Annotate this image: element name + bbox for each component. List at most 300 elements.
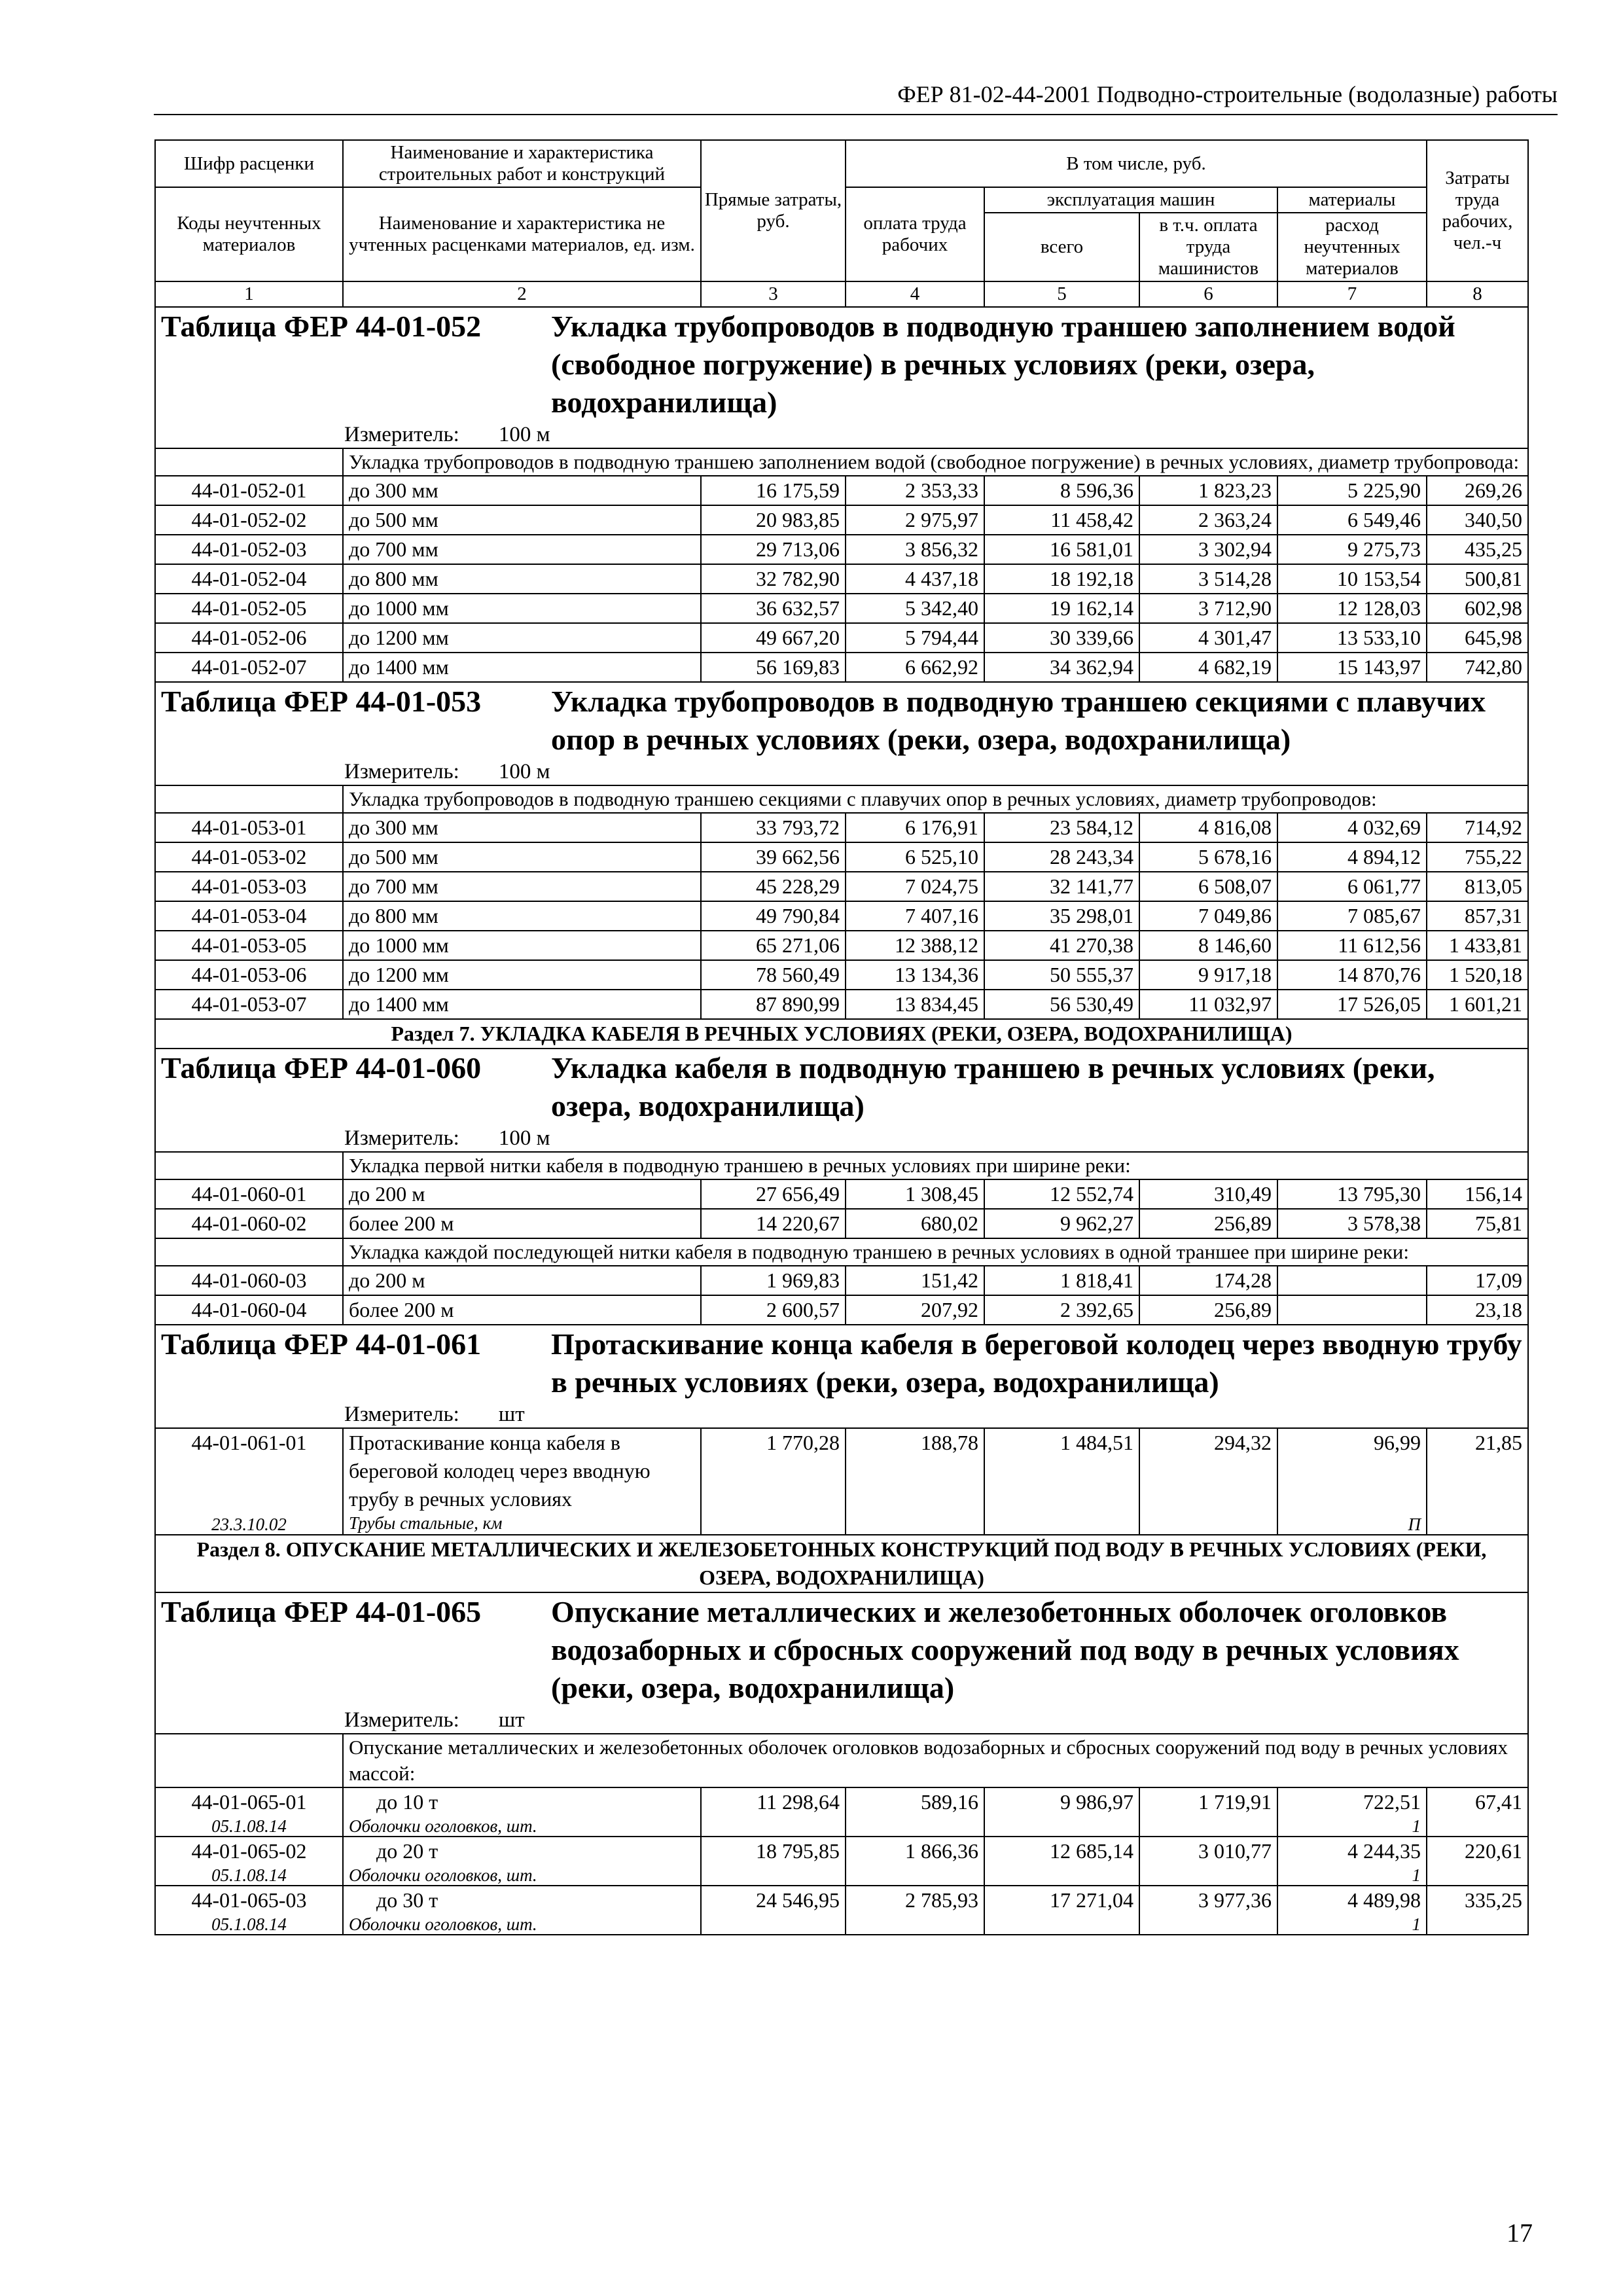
value-cell: 9 962,27 bbox=[984, 1209, 1139, 1238]
table-label: Таблица ФЕР 44-01-052 bbox=[161, 310, 482, 343]
table-row bbox=[155, 1428, 1528, 1535]
rate-code: 44-01-060-03 bbox=[155, 1266, 343, 1295]
value-cell: 2 600,57 bbox=[701, 1295, 846, 1325]
rate-name: до 1200 мм bbox=[343, 960, 701, 990]
value-cell: 2 392,65 bbox=[984, 1295, 1139, 1325]
table-title: Укладка кабеля в подводную траншею в речных условиях (реки, озера, водохранилища) bbox=[551, 1051, 1435, 1122]
value-cell: 256,89 bbox=[1139, 1295, 1277, 1325]
value-cell: 1 969,83 bbox=[701, 1266, 846, 1295]
value-cell: 32 782,90 bbox=[701, 564, 846, 594]
table-title-cell bbox=[155, 682, 1528, 785]
value-cell: 39 662,56 bbox=[701, 842, 846, 872]
value-cell bbox=[984, 1787, 1139, 1837]
table-heading bbox=[161, 683, 1522, 759]
value-cell: 20 983,85 bbox=[701, 505, 846, 535]
value-cell: 5 678,16 bbox=[1139, 842, 1277, 872]
value-cell: 45 228,29 bbox=[701, 872, 846, 901]
value: 24 546,95 bbox=[756, 1888, 840, 1912]
empty-cell bbox=[155, 448, 343, 476]
column-number: 6 bbox=[1139, 281, 1277, 307]
rate-code: 44-01-065-03 bbox=[191, 1888, 307, 1912]
value-cell: 857,31 bbox=[1427, 901, 1528, 931]
value-cell: 1 520,18 bbox=[1427, 960, 1528, 990]
value-cell: 4 437,18 bbox=[846, 564, 984, 594]
table-header bbox=[155, 140, 1528, 307]
value-cell: 1 818,41 bbox=[984, 1266, 1139, 1295]
group-description: Укладка трубопроводов в подводную траншею секциями с плавучих опор в речных условиях, диаметр трубопроводов: bbox=[343, 785, 1528, 813]
rate-code: 44-01-052-01 bbox=[155, 476, 343, 505]
value-cell bbox=[1277, 1837, 1427, 1886]
header-machines-total: всего bbox=[984, 213, 1139, 281]
value-cell bbox=[984, 1886, 1139, 1935]
rate-name: до 500 мм bbox=[343, 505, 701, 535]
value-cell: 6 525,10 bbox=[846, 842, 984, 872]
group-description-row bbox=[155, 448, 1528, 476]
header-machines: эксплуатация машин bbox=[984, 187, 1277, 213]
header-materials: материалы bbox=[1277, 187, 1427, 213]
rate-name: до 1400 мм bbox=[343, 653, 701, 682]
value-cell: 56 530,49 bbox=[984, 990, 1139, 1019]
value-cell bbox=[1139, 1837, 1277, 1886]
value-cell: 4 301,47 bbox=[1139, 623, 1277, 653]
rate-code: 44-01-052-07 bbox=[155, 653, 343, 682]
rate-name: до 700 мм bbox=[343, 872, 701, 901]
group-description-row bbox=[155, 785, 1528, 813]
value-cell bbox=[1277, 1295, 1427, 1325]
value-cell: 8 146,60 bbox=[1139, 931, 1277, 960]
value-cell: 19 162,14 bbox=[984, 594, 1139, 623]
table-label: Таблица ФЕР 44-01-061 bbox=[161, 1327, 482, 1361]
value-cell: 3 712,90 bbox=[1139, 594, 1277, 623]
table-label: Таблица ФЕР 44-01-060 bbox=[161, 1051, 482, 1085]
value-cell: 87 890,99 bbox=[701, 990, 846, 1019]
table-row bbox=[155, 1295, 1528, 1325]
table-title: Протаскивание конца кабеля в береговой колодец через вводную трубу в речных условиях (реки, озера, водохранилища) bbox=[551, 1327, 1522, 1399]
table-title-cell bbox=[155, 307, 1528, 448]
value-cell: 27 656,49 bbox=[701, 1179, 846, 1209]
table-heading bbox=[161, 1049, 1522, 1125]
column-number: 2 bbox=[343, 281, 701, 307]
header-unaccounted-use: расход неучтенных материалов bbox=[1277, 213, 1427, 281]
value-cell: 3 302,94 bbox=[1139, 535, 1277, 564]
value: 21,85 bbox=[1475, 1431, 1522, 1454]
resource-code: 05.1.08.14 bbox=[211, 1914, 287, 1934]
value-cell: 49 790,84 bbox=[701, 901, 846, 931]
rate-name: до 800 мм bbox=[343, 564, 701, 594]
value-cell: 2 353,33 bbox=[846, 476, 984, 505]
table-row bbox=[155, 505, 1528, 535]
value: 722,51 bbox=[1363, 1790, 1421, 1814]
rate-code-cell bbox=[155, 1787, 343, 1837]
rate-name: более 200 м bbox=[343, 1295, 701, 1325]
value-cell: 813,05 bbox=[1427, 872, 1528, 901]
value-cell bbox=[701, 1886, 846, 1935]
measure-line bbox=[344, 422, 1522, 448]
value-cell: 1 308,45 bbox=[846, 1179, 984, 1209]
value-cell: 5 342,40 bbox=[846, 594, 984, 623]
table-row bbox=[155, 901, 1528, 931]
section-row bbox=[155, 1019, 1528, 1049]
value-cell bbox=[1427, 1837, 1528, 1886]
column-numbers bbox=[155, 281, 1528, 307]
value-cell: 4 032,69 bbox=[1277, 813, 1427, 842]
measure-unit: 100 м bbox=[498, 1126, 550, 1150]
value-cell: 8 596,36 bbox=[984, 476, 1139, 505]
value-cell: 41 270,38 bbox=[984, 931, 1139, 960]
table-title-cell bbox=[155, 1325, 1528, 1428]
column-number: 5 bbox=[984, 281, 1139, 307]
value: 17 271,04 bbox=[1050, 1888, 1133, 1912]
value-cell bbox=[1427, 1787, 1528, 1837]
table-heading bbox=[161, 1325, 1522, 1401]
value-cell: 5 225,90 bbox=[1277, 476, 1427, 505]
table-row bbox=[155, 1179, 1528, 1209]
header-unaccounted-name: Наименование и характеристика не учтенных расценками материалов, ед. изм. bbox=[343, 187, 701, 281]
measure-unit: 100 м bbox=[498, 423, 550, 446]
table-row bbox=[155, 564, 1528, 594]
resource-code: 05.1.08.14 bbox=[211, 1865, 287, 1885]
value-cell bbox=[846, 1428, 984, 1535]
page-header bbox=[154, 77, 1558, 115]
table-row bbox=[155, 535, 1528, 564]
value-cell: 7 024,75 bbox=[846, 872, 984, 901]
value: 335,25 bbox=[1465, 1888, 1522, 1912]
value-cell: 4 682,19 bbox=[1139, 653, 1277, 682]
value-cell: 5 794,44 bbox=[846, 623, 984, 653]
value-cell: 16 581,01 bbox=[984, 535, 1139, 564]
empty-cell bbox=[155, 1734, 343, 1787]
value-cell: 340,50 bbox=[1427, 505, 1528, 535]
rate-code: 44-01-053-07 bbox=[155, 990, 343, 1019]
rate-code: 44-01-052-06 bbox=[155, 623, 343, 653]
value-cell: 14 220,67 bbox=[701, 1209, 846, 1238]
value-cell: 310,49 bbox=[1139, 1179, 1277, 1209]
value-cell: 435,25 bbox=[1427, 535, 1528, 564]
value: 9 986,97 bbox=[1060, 1790, 1133, 1814]
value: 96,99 bbox=[1374, 1431, 1421, 1454]
column-number: 3 bbox=[701, 281, 846, 307]
rate-name-cell bbox=[343, 1837, 701, 1886]
resource-value: П bbox=[1408, 1515, 1421, 1534]
rate-name: до 700 мм bbox=[343, 535, 701, 564]
value: 1 770,28 bbox=[766, 1431, 840, 1454]
rate-name-cell bbox=[343, 1787, 701, 1837]
resource-code: 05.1.08.14 bbox=[211, 1816, 287, 1836]
resource-name: Оболочки оголовков, шт. bbox=[349, 1816, 537, 1836]
value-cell bbox=[1427, 1886, 1528, 1935]
header-direct-costs: Прямые затраты, руб. bbox=[701, 140, 846, 281]
rate-name: до 300 мм bbox=[343, 813, 701, 842]
value-cell bbox=[984, 1428, 1139, 1535]
value-cell: 1 433,81 bbox=[1427, 931, 1528, 960]
value-cell: 17,09 bbox=[1427, 1266, 1528, 1295]
rate-code: 44-01-052-04 bbox=[155, 564, 343, 594]
measure-label: Измеритель: bbox=[344, 423, 459, 446]
empty-cell bbox=[155, 1238, 343, 1266]
value-cell: 11 612,56 bbox=[1277, 931, 1427, 960]
rate-name-cell bbox=[343, 1886, 701, 1935]
value-cell: 16 175,59 bbox=[701, 476, 846, 505]
rate-name: до 1000 мм bbox=[343, 594, 701, 623]
rate-code: 44-01-053-01 bbox=[155, 813, 343, 842]
value-cell: 13 795,30 bbox=[1277, 1179, 1427, 1209]
table-row bbox=[155, 872, 1528, 901]
table-row bbox=[155, 476, 1528, 505]
value-cell: 36 632,57 bbox=[701, 594, 846, 623]
value-cell: 75,81 bbox=[1427, 1209, 1528, 1238]
rate-name: до 200 м bbox=[343, 1179, 701, 1209]
value: 3 977,36 bbox=[1198, 1888, 1272, 1912]
value: 589,16 bbox=[921, 1790, 978, 1814]
header-wages: оплата труда рабочих bbox=[846, 187, 984, 281]
table-row bbox=[155, 1209, 1528, 1238]
rate-name: до 20 т bbox=[376, 1839, 438, 1863]
value-cell bbox=[1139, 1886, 1277, 1935]
value: 3 010,77 bbox=[1198, 1839, 1272, 1863]
value-cell: 78 560,49 bbox=[701, 960, 846, 990]
value-cell: 35 298,01 bbox=[984, 901, 1139, 931]
value-cell: 602,98 bbox=[1427, 594, 1528, 623]
rate-code: 44-01-065-02 bbox=[191, 1839, 307, 1863]
value-cell: 15 143,97 bbox=[1277, 653, 1427, 682]
value-cell: 11 032,97 bbox=[1139, 990, 1277, 1019]
measure-line bbox=[344, 1401, 1522, 1427]
rate-code-cell bbox=[155, 1886, 343, 1935]
value-cell bbox=[1139, 1787, 1277, 1837]
value-cell: 4 894,12 bbox=[1277, 842, 1427, 872]
rate-name: до 800 мм bbox=[343, 901, 701, 931]
value-cell: 49 667,20 bbox=[701, 623, 846, 653]
header-labor: Затраты труда рабочих, чел.-ч bbox=[1427, 140, 1528, 281]
value-cell: 680,02 bbox=[846, 1209, 984, 1238]
rate-code: 44-01-053-06 bbox=[155, 960, 343, 990]
document-title: ФЕР 81-02-44-2001 Подводно-строительные (водолазные) работы bbox=[897, 81, 1558, 107]
table-title: Укладка трубопроводов в подводную траншею заполнением водой (свободное погружение) в речных условиях (реки, озера, водохранилища) bbox=[551, 310, 1455, 419]
rate-code-cell bbox=[155, 1837, 343, 1886]
value-cell: 7 085,67 bbox=[1277, 901, 1427, 931]
group-description-row bbox=[155, 1238, 1528, 1266]
column-number: 8 bbox=[1427, 281, 1528, 307]
rate-name: до 200 м bbox=[343, 1266, 701, 1295]
value-cell: 13 533,10 bbox=[1277, 623, 1427, 653]
value-cell: 34 362,94 bbox=[984, 653, 1139, 682]
table-row bbox=[155, 653, 1528, 682]
rate-name: более 200 м bbox=[343, 1209, 701, 1238]
rate-name: до 1400 мм bbox=[343, 990, 701, 1019]
empty-cell bbox=[155, 1152, 343, 1179]
rate-name: до 1000 мм bbox=[343, 931, 701, 960]
value-cell: 32 141,77 bbox=[984, 872, 1139, 901]
value-cell bbox=[846, 1837, 984, 1886]
value-cell: 2 975,97 bbox=[846, 505, 984, 535]
value-cell: 14 870,76 bbox=[1277, 960, 1427, 990]
value-cell bbox=[846, 1886, 984, 1935]
value-cell: 28 243,34 bbox=[984, 842, 1139, 872]
table-row bbox=[155, 1886, 1528, 1935]
value: 4 489,98 bbox=[1347, 1888, 1421, 1912]
value-cell: 65 271,06 bbox=[701, 931, 846, 960]
section-title: Раздел 7. УКЛАДКА КАБЕЛЯ В РЕЧНЫХ УСЛОВИЯХ (РЕКИ, ОЗЕРА, ВОДОХРАНИЛИЩА) bbox=[155, 1019, 1528, 1049]
table-body bbox=[155, 307, 1528, 1935]
value: 4 244,35 bbox=[1347, 1839, 1421, 1863]
header-code: Шифр расценки bbox=[155, 140, 343, 187]
group-description: Укладка каждой последующей нитки кабеля в подводную траншею в речных условиях в одной траншее при ширине реки: bbox=[343, 1238, 1528, 1266]
value-cell: 2 363,24 bbox=[1139, 505, 1277, 535]
table-title-cell bbox=[155, 1592, 1528, 1734]
table-row bbox=[155, 1837, 1528, 1886]
value-cell bbox=[701, 1837, 846, 1886]
table-title: Опускание металлических и железобетонных оболочек оголовков водозаборных и сбросных сооружений под воду в речных условиях (реки, озера, водохранилища) bbox=[551, 1595, 1459, 1704]
header-driver-wages: в т.ч. оплата труда машинистов bbox=[1139, 213, 1277, 281]
measure-label: Измеритель: bbox=[344, 1708, 459, 1732]
value-cell: 1 823,23 bbox=[1139, 476, 1277, 505]
rate-name: до 30 т bbox=[376, 1888, 438, 1912]
value-cell: 645,98 bbox=[1427, 623, 1528, 653]
page-number: 17 bbox=[1507, 2218, 1533, 2248]
group-description: Укладка первой нитки кабеля в подводную траншею в речных условиях при ширине реки: bbox=[343, 1152, 1528, 1179]
value: 18 795,85 bbox=[756, 1839, 840, 1863]
value: 12 685,14 bbox=[1050, 1839, 1133, 1863]
rate-code: 44-01-065-01 bbox=[191, 1790, 307, 1814]
value: 1 484,51 bbox=[1060, 1431, 1133, 1454]
table-row bbox=[155, 1266, 1528, 1295]
rate-name: до 1200 мм bbox=[343, 623, 701, 653]
value-cell: 29 713,06 bbox=[701, 535, 846, 564]
value-cell bbox=[1277, 1266, 1427, 1295]
value-cell: 6 176,91 bbox=[846, 813, 984, 842]
resource-value: 1 bbox=[1412, 1816, 1421, 1836]
rates-table bbox=[154, 139, 1529, 1935]
table-row bbox=[155, 594, 1528, 623]
value: 67,41 bbox=[1475, 1790, 1522, 1814]
table-title-row bbox=[155, 307, 1528, 448]
table-row bbox=[155, 623, 1528, 653]
value-cell bbox=[846, 1787, 984, 1837]
table-row bbox=[155, 990, 1528, 1019]
rate-code: 44-01-060-04 bbox=[155, 1295, 343, 1325]
value-cell: 13 134,36 bbox=[846, 960, 984, 990]
rate-name: до 300 мм bbox=[343, 476, 701, 505]
table-label: Таблица ФЕР 44-01-065 bbox=[161, 1595, 482, 1628]
value-cell bbox=[701, 1428, 846, 1535]
table-label: Таблица ФЕР 44-01-053 bbox=[161, 685, 482, 718]
value-cell: 9 917,18 bbox=[1139, 960, 1277, 990]
table-title-row bbox=[155, 682, 1528, 785]
column-number: 4 bbox=[846, 281, 984, 307]
group-description-row bbox=[155, 1152, 1528, 1179]
measure-label: Измеритель: bbox=[344, 1126, 459, 1150]
resource-name: Оболочки оголовков, шт. bbox=[349, 1865, 537, 1885]
header-name: Наименование и характеристика строительных работ и конструкций bbox=[343, 140, 701, 187]
rate-code: 44-01-053-02 bbox=[155, 842, 343, 872]
value-cell: 4 816,08 bbox=[1139, 813, 1277, 842]
value-cell: 269,26 bbox=[1427, 476, 1528, 505]
section-title: Раздел 8. ОПУСКАНИЕ МЕТАЛЛИЧЕСКИХ И ЖЕЛЕЗОБЕТОННЫХ КОНСТРУКЦИЙ ПОД ВОДУ В РЕЧНЫХ УСЛОВИЯХ (РЕКИ, ОЗЕРА, ВОДОХРАНИЛИЩА) bbox=[155, 1535, 1528, 1592]
rate-name: до 10 т bbox=[376, 1790, 438, 1814]
value-cell: 9 275,73 bbox=[1277, 535, 1427, 564]
rate-name: до 500 мм bbox=[343, 842, 701, 872]
value-cell: 3 514,28 bbox=[1139, 564, 1277, 594]
value-cell: 23,18 bbox=[1427, 1295, 1528, 1325]
rate-code: 44-01-052-02 bbox=[155, 505, 343, 535]
value-cell: 714,92 bbox=[1427, 813, 1528, 842]
value-cell bbox=[984, 1837, 1139, 1886]
value: 11 298,64 bbox=[757, 1790, 840, 1814]
column-number: 1 bbox=[155, 281, 343, 307]
resource-name: Трубы стальные, км bbox=[349, 1513, 503, 1533]
measure-unit: шт bbox=[498, 1403, 525, 1426]
value: 220,61 bbox=[1465, 1839, 1522, 1863]
rate-code: 44-01-061-01 bbox=[191, 1431, 307, 1454]
rate-code: 44-01-053-03 bbox=[155, 872, 343, 901]
value-cell: 151,42 bbox=[846, 1266, 984, 1295]
column-number: 7 bbox=[1277, 281, 1427, 307]
table-row bbox=[155, 931, 1528, 960]
value-cell bbox=[1277, 1428, 1427, 1535]
value: 1 719,91 bbox=[1198, 1790, 1272, 1814]
value-cell: 13 834,45 bbox=[846, 990, 984, 1019]
value-cell: 1 601,21 bbox=[1427, 990, 1528, 1019]
table-title: Укладка трубопроводов в подводную траншею секциями с плавучих опор в речных условиях (реки, озера, водохранилища) bbox=[551, 685, 1486, 756]
measure-line bbox=[344, 1707, 1522, 1733]
measure-unit: шт bbox=[498, 1708, 525, 1732]
section-row bbox=[155, 1535, 1528, 1592]
value-cell: 12 552,74 bbox=[984, 1179, 1139, 1209]
resource-value: 1 bbox=[1412, 1865, 1421, 1885]
table-title-row bbox=[155, 1592, 1528, 1734]
value: 1 866,36 bbox=[905, 1839, 978, 1863]
value-cell: 23 584,12 bbox=[984, 813, 1139, 842]
resource-value: 1 bbox=[1412, 1914, 1421, 1934]
measure-label: Измеритель: bbox=[344, 760, 459, 783]
table-row bbox=[155, 1787, 1528, 1837]
rate-code-cell bbox=[155, 1428, 343, 1535]
value-cell: 156,14 bbox=[1427, 1179, 1528, 1209]
rate-code: 44-01-053-04 bbox=[155, 901, 343, 931]
value-cell: 7 407,16 bbox=[846, 901, 984, 931]
table-title-row bbox=[155, 1325, 1528, 1428]
table-row bbox=[155, 960, 1528, 990]
rate-name: Протаскивание конца кабеля в береговой колодец через вводную трубу в речных условиях bbox=[349, 1431, 651, 1511]
value-cell: 256,89 bbox=[1139, 1209, 1277, 1238]
value-cell bbox=[1277, 1886, 1427, 1935]
value-cell: 500,81 bbox=[1427, 564, 1528, 594]
rate-code: 44-01-052-05 bbox=[155, 594, 343, 623]
value-cell: 174,28 bbox=[1139, 1266, 1277, 1295]
value-cell bbox=[1427, 1428, 1528, 1535]
value-cell: 6 508,07 bbox=[1139, 872, 1277, 901]
value-cell: 30 339,66 bbox=[984, 623, 1139, 653]
value-cell bbox=[701, 1787, 846, 1837]
resource-name: Оболочки оголовков, шт. bbox=[349, 1914, 537, 1934]
table-heading bbox=[161, 1593, 1522, 1707]
value: 2 785,93 bbox=[905, 1888, 978, 1912]
value-cell: 17 526,05 bbox=[1277, 990, 1427, 1019]
value-cell bbox=[1277, 1787, 1427, 1837]
value-cell: 3 856,32 bbox=[846, 535, 984, 564]
value-cell: 207,92 bbox=[846, 1295, 984, 1325]
group-description: Укладка трубопроводов в подводную траншею заполнением водой (свободное погружение) в речных условиях, диаметр трубопровода: bbox=[343, 448, 1528, 476]
table-heading bbox=[161, 308, 1522, 422]
value-cell: 6 662,92 bbox=[846, 653, 984, 682]
value-cell: 6 549,46 bbox=[1277, 505, 1427, 535]
resource-code: 23.3.10.02 bbox=[211, 1515, 287, 1534]
value-cell: 12 128,03 bbox=[1277, 594, 1427, 623]
value: 188,78 bbox=[921, 1431, 978, 1454]
table-row bbox=[155, 813, 1528, 842]
empty-cell bbox=[155, 785, 343, 813]
group-description: Опускание металлических и железобетонных оболочек оголовков водозаборных и сбросных сооружений под воду в речных условиях массой: bbox=[343, 1734, 1528, 1787]
